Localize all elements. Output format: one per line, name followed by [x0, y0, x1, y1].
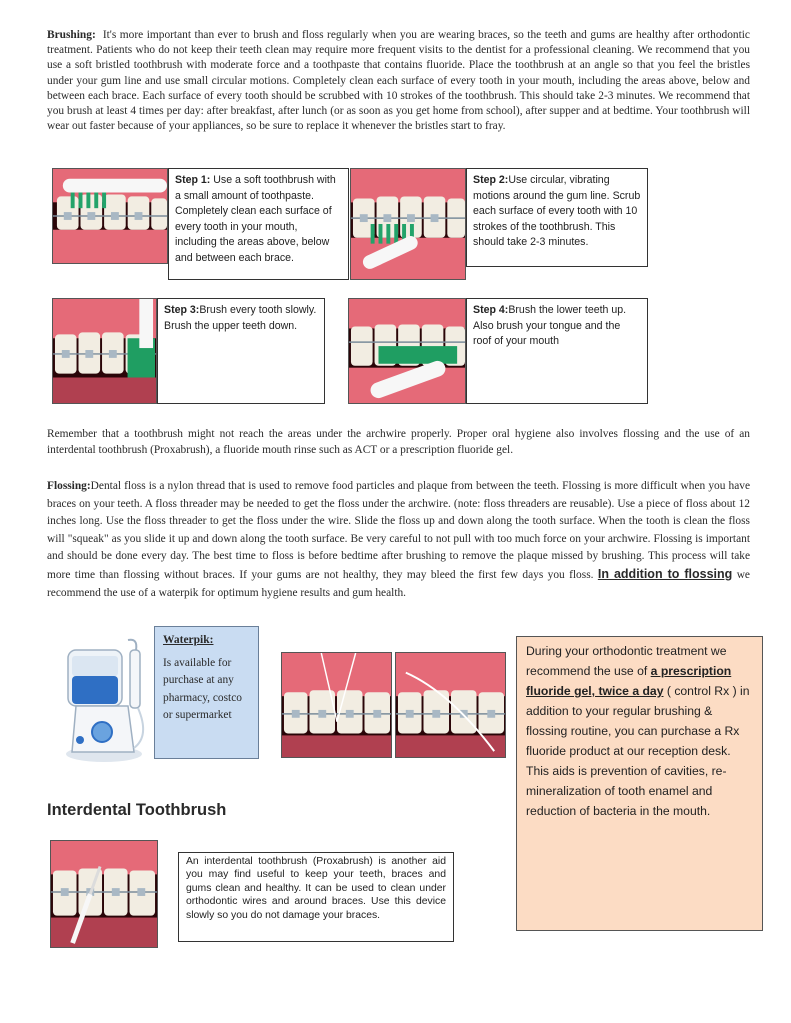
waterpik-title: Waterpik: [163, 634, 214, 646]
step1-photo [52, 168, 168, 264]
step2-label: Step 2: [473, 174, 509, 186]
flossing-paragraph [47, 478, 750, 602]
fluoride-post: ( control Rx ) in addition to your regular brushing & flossing routine, you can purchase a Rx fluoride product at our reception desk. This aids is prevention of cavities, re-mineralization of tooth enamel and reduction of bacteria in the mouth. [526, 684, 750, 818]
step3-label: Step 3: [164, 304, 200, 316]
interdental-box: An interdental toothbrush (Proxabrush) is another aid you may find useful to keep your teeth, braces and gums clean and healthy. It can be used to clean under orthodontic wires and around braces. Use this device slowly so you do not damage your braces. [178, 852, 454, 942]
floss-photo-2 [395, 652, 506, 758]
step3-photo [52, 298, 157, 404]
fluoride-box [516, 636, 763, 931]
step4-photo [348, 298, 466, 404]
step1-text: Use a soft toothbrush with a small amount of toothpaste. Completely clean each surface of every tooth in your mouth, including the areas above, below and between each brace. [175, 174, 336, 264]
flossing-tail: we recommend the use of a waterpik for optimum hygiene results and gum health. [47, 568, 750, 599]
flossing-text: Dental floss is a nylon thread that is used to remove food particles and plaque from between the teeth. Flossing is more difficult when you have braces on your teeth. A floss threader may be needed to get the floss under the archwire. (note: floss threaders are reusable). Use a piece of floss about 12 inches long. Use the floss threader to get the floss under the wire. Slide the floss up and down along the tooth surface. When the tooth is clean the floss will "squeak" as you slide it up and down along the tooth surface. Be very careful to not pull with too much force on your archwire. Flossing is important and should be done every day. The best time to floss is before bedtime after brushing to remove the plaque missed by brushing. This process will take more time than flossing without braces. If your gums are not healthy, they may bleed the first few days you floss. [47, 480, 750, 581]
interdental-heading: Interdental Toothbrush [47, 801, 227, 819]
step2-box [466, 168, 648, 267]
waterpik-box [154, 626, 259, 759]
brushing-heading: Brushing: [47, 29, 96, 41]
flossing-emphasis: In addition to flossing [597, 566, 733, 581]
step3-text: Brush every tooth slowly. Brush the upper teeth down. [164, 304, 317, 332]
interdental-photo [50, 840, 158, 948]
step2-photo [350, 168, 466, 280]
brushing-paragraph [47, 28, 750, 134]
waterpik-text: Is available for purchase at any pharmacy, costco or supermarket [163, 657, 242, 721]
step2-text: Use circular, vibrating motions around the gum line. Scrub each surface of every tooth with 10 strokes of the toothbrush. This should take 2-3 minutes. [473, 174, 641, 249]
floss-photo-1 [281, 652, 392, 758]
step4-label: Step 4: [473, 304, 509, 316]
step4-box [466, 298, 648, 404]
flossing-heading: Flossing: [47, 480, 91, 492]
fluoride-pre: During your orthodontic treatment we recommend the use of [526, 644, 727, 678]
step3-box [157, 298, 325, 404]
remember-paragraph: Remember that a toothbrush might not reach the areas under the archwire properly. Proper oral hygiene also involves flossing and the use of an interdental toothbrush (Proxabrush), a fluoride mouth rinse such as ACT or a prescription fluoride gel. [47, 428, 750, 456]
step1-label: Step 1: [175, 174, 211, 186]
waterpik-device-image [58, 636, 154, 764]
step1-box [168, 168, 349, 280]
step4-text: Brush the lower teeth up. Also brush your tongue and the roof of your mouth [473, 304, 627, 348]
fluoride-emphasis: a prescription fluoride gel, twice a day [526, 664, 732, 698]
brushing-text: It's more important than ever to brush and floss regularly when you are wearing braces, so the teeth and gums are healthy after orthodontic treatment. Patients who do not keep their teeth clean may require more frequent visits to the dentist for a professional cleaning. We recommend that you use a soft bristled toothbrush with moderate force and a toothpaste that contains fluoride. Place the toothbrush at an angle so that you feel the bristles under your gum line and use small circular motions. Completely clean each surface of every tooth in your mouth, including the areas above, below and between each brace. Each surface of every tooth should be scrubbed with 10 strokes of the toothbrush. This should take 2-3 minutes. We recommend that you brush at least 4 times per day: after breakfast, after lunch (or as soon as you get home from school), after supper and at bedtime. Your toothbrush will wear out faster because of your appliances, so be sure to replace it whenever the bristles start to fray. [47, 29, 750, 133]
